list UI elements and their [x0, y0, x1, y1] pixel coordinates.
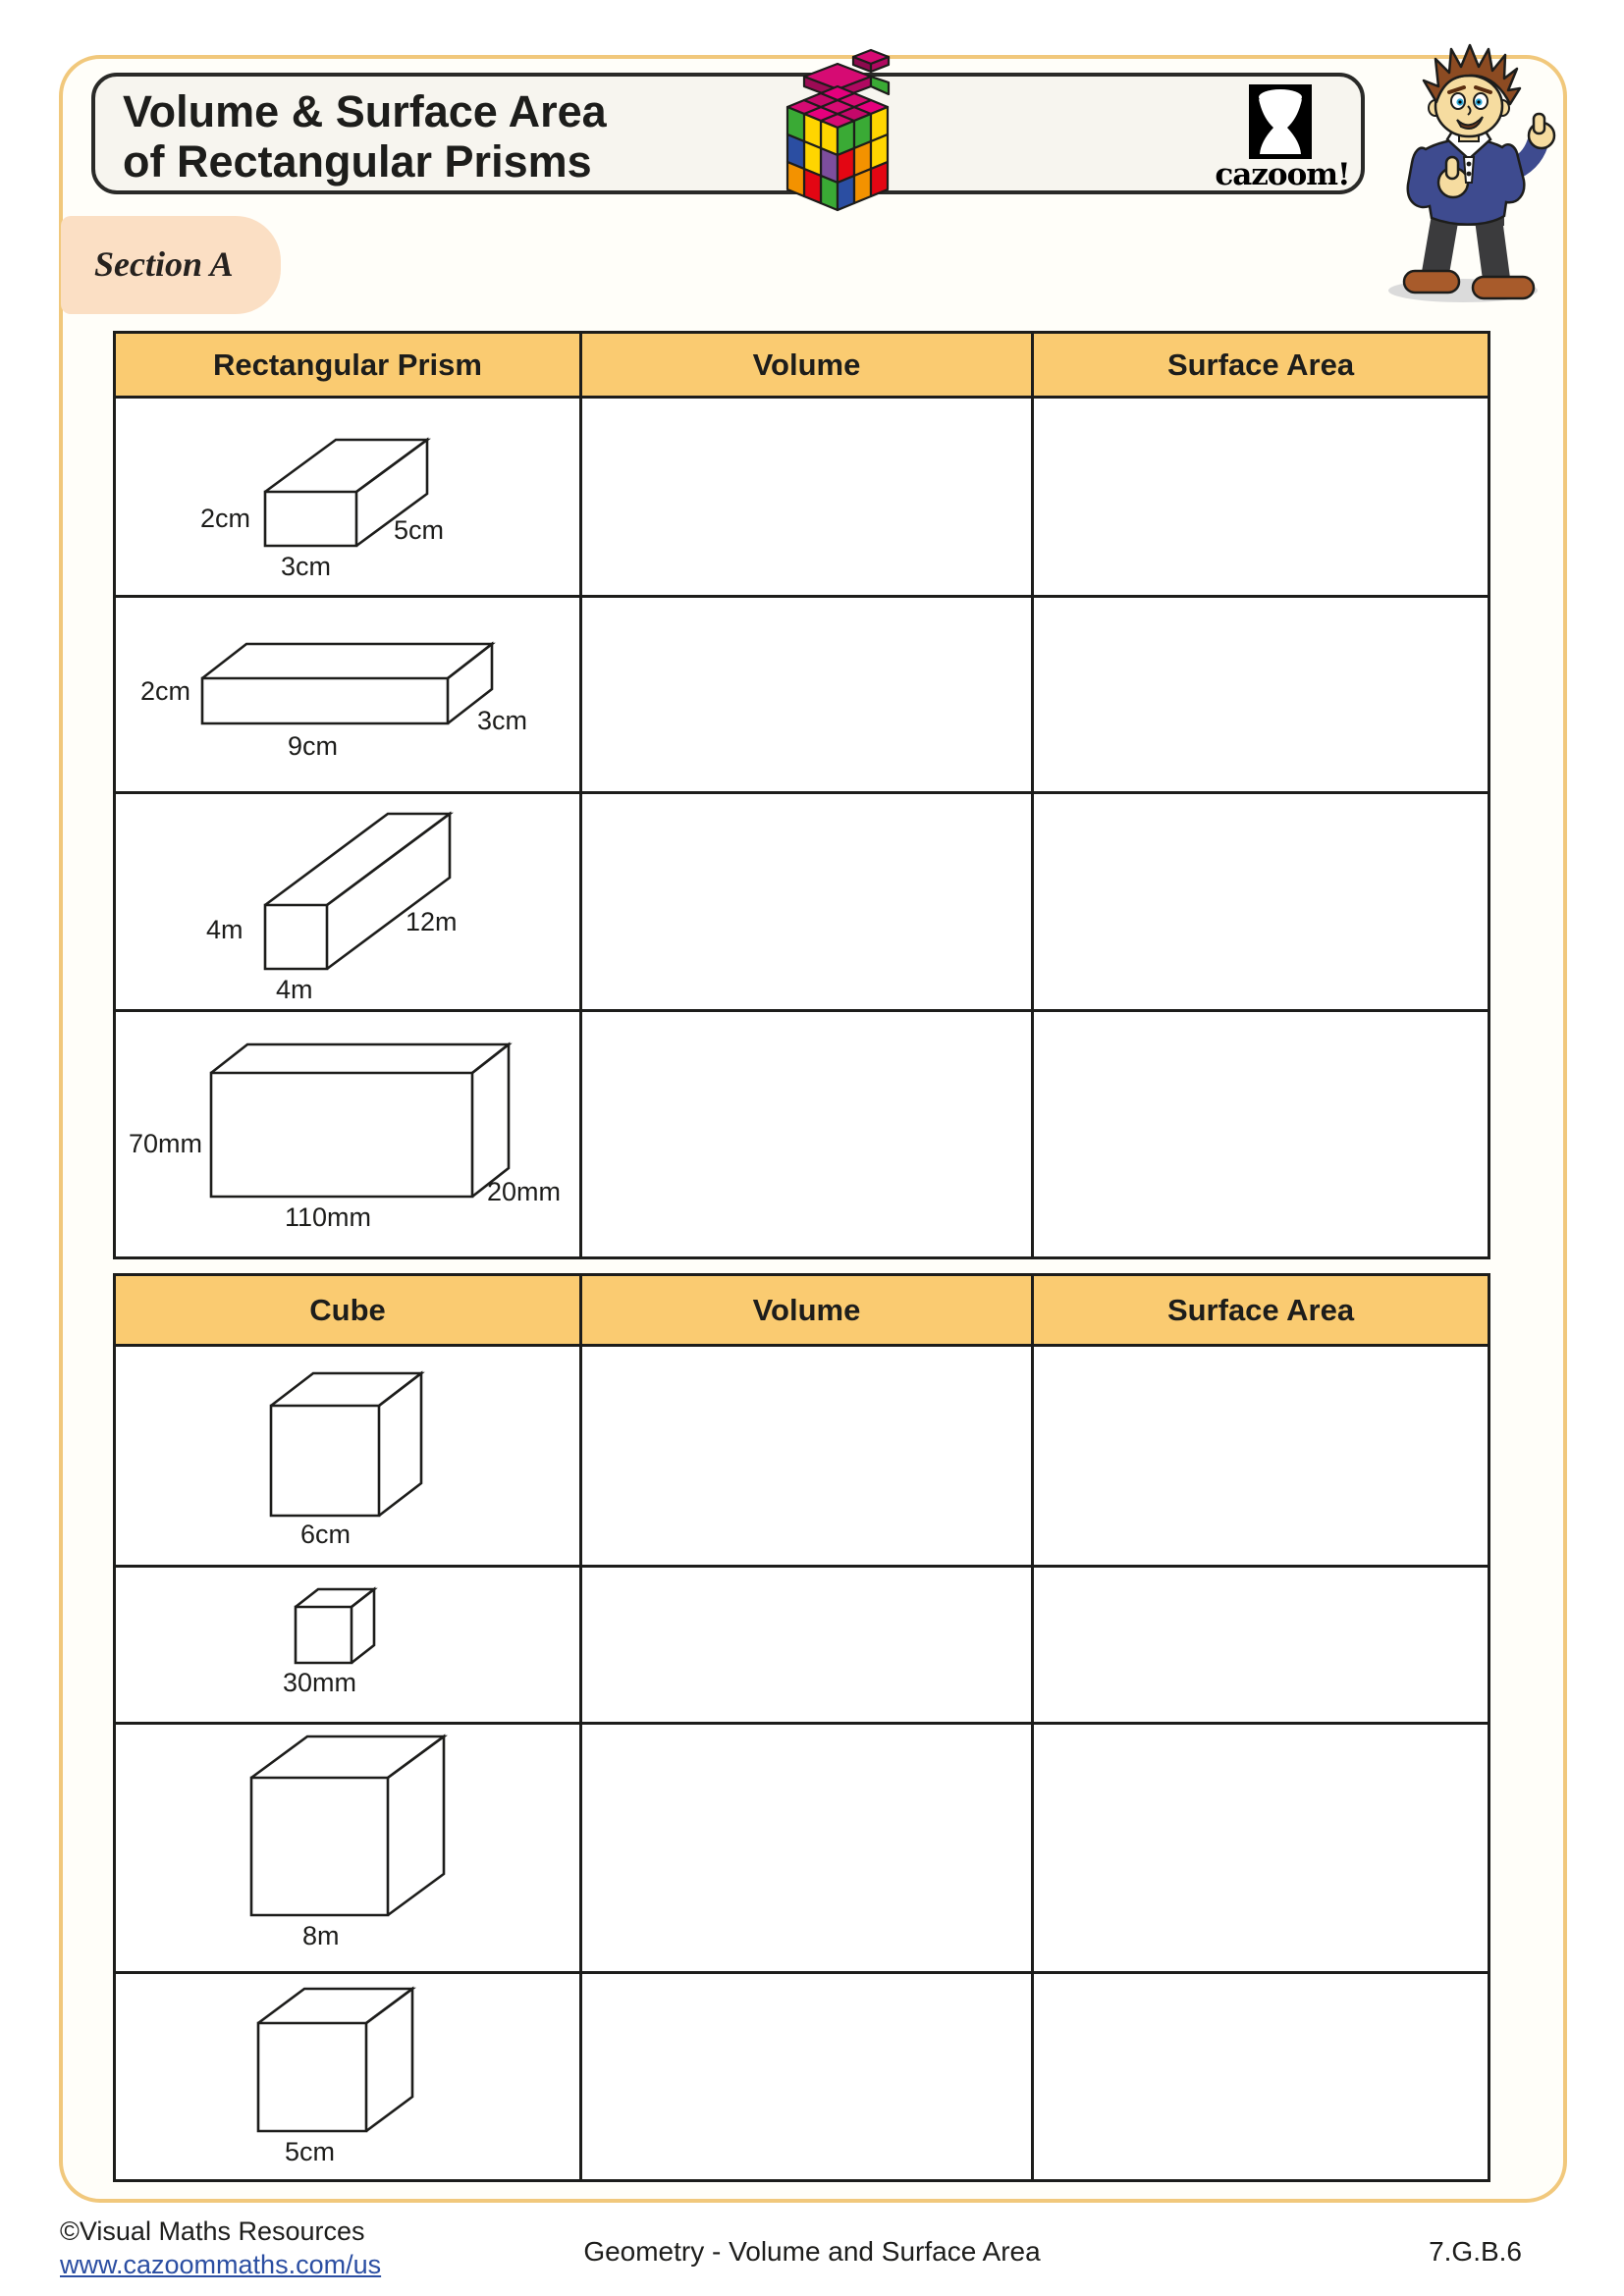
cube-table: [113, 1273, 1490, 2182]
worksheet-title-box: [91, 73, 1365, 194]
volume-answer-cell: [579, 1347, 1031, 1565]
surface-area-answer-cell: [1031, 1009, 1488, 1256]
dimension-label: 4m: [206, 915, 244, 944]
volume-answer-cell: [579, 1971, 1031, 2179]
column-header-volume: Volume: [579, 334, 1031, 399]
prism-table: [113, 331, 1490, 1259]
cazoom-brand-text: cazoom!: [1215, 157, 1350, 192]
volume-answer-cell: [579, 1565, 1031, 1722]
cube-figure-cell: [116, 1722, 579, 1971]
title-line-2: of Rectangular Prisms: [123, 136, 592, 187]
volume-answer-cell: [579, 1722, 1031, 1971]
dimension-label: 9cm: [288, 731, 339, 761]
section-banner: [61, 216, 281, 314]
column-header-volume: Volume: [579, 1276, 1031, 1347]
prism-figure-cell: [116, 1009, 579, 1256]
prism-figure-cell: [116, 791, 579, 1009]
column-header-rectangular-prism: Rectangular Prism: [116, 334, 579, 399]
cube-figure: [116, 1725, 579, 1974]
cube-figure-cell: [116, 1347, 579, 1565]
dimension-label: 20mm: [487, 1177, 562, 1206]
website-link[interactable]: www.cazoommaths.com/us: [60, 2250, 382, 2279]
prism-figure: [116, 399, 579, 595]
surface-area-answer-cell: [1031, 1347, 1488, 1565]
dimension-label: 6cm: [300, 1520, 352, 1549]
dimension-label: 2cm: [200, 504, 251, 533]
column-header-cube: Cube: [116, 1276, 579, 1347]
volume-answer-cell: [579, 1009, 1031, 1256]
dimension-label: 3cm: [477, 706, 528, 735]
dimension-label: 30mm: [283, 1668, 357, 1697]
cube-figure-cell: [116, 1971, 579, 2179]
cube-figure: [116, 1974, 579, 2182]
prism-figure-cell: [116, 399, 579, 595]
dimension-label: 12m: [406, 907, 458, 936]
cube-figure-cell: [116, 1565, 579, 1722]
dimension-label: 4m: [276, 975, 313, 1004]
volume-answer-cell: [579, 399, 1031, 595]
volume-answer-cell: [579, 595, 1031, 791]
worksheet-subject: Geometry - Volume and Surface Area: [583, 2236, 1041, 2267]
volume-answer-cell: [579, 791, 1031, 1009]
title-line-1: Volume & Surface Area: [123, 86, 607, 136]
surface-area-answer-cell: [1031, 1971, 1488, 2179]
dimension-label: 70mm: [129, 1129, 203, 1158]
prism-figure-cell: [116, 595, 579, 791]
dimension-label: 5cm: [394, 515, 445, 545]
section-label: Section A: [94, 244, 234, 284]
cube-figure: [116, 1568, 579, 1725]
dimension-label: 8m: [302, 1921, 340, 1950]
standard-code: 7.G.B.6: [1429, 2236, 1522, 2267]
dimension-label: 3cm: [281, 552, 332, 581]
surface-area-answer-cell: [1031, 1565, 1488, 1722]
surface-area-answer-cell: [1031, 595, 1488, 791]
student-thumbs-up-illustration: [1363, 39, 1583, 310]
copyright-text: ©Visual Maths Resources: [60, 2216, 365, 2246]
rubiks-cube-icon: [768, 43, 907, 216]
dimension-label: 110mm: [285, 1202, 372, 1232]
prism-figure: [116, 794, 579, 1012]
dimension-label: 2cm: [140, 676, 191, 706]
surface-area-answer-cell: [1031, 791, 1488, 1009]
dimension-label: 5cm: [285, 2137, 336, 2166]
surface-area-answer-cell: [1031, 1722, 1488, 1971]
page-title: [123, 86, 607, 187]
column-header-surface-area: Surface Area: [1031, 334, 1488, 399]
surface-area-answer-cell: [1031, 399, 1488, 595]
column-header-surface-area: Surface Area: [1031, 1276, 1488, 1347]
drum-icon: [1249, 84, 1312, 159]
